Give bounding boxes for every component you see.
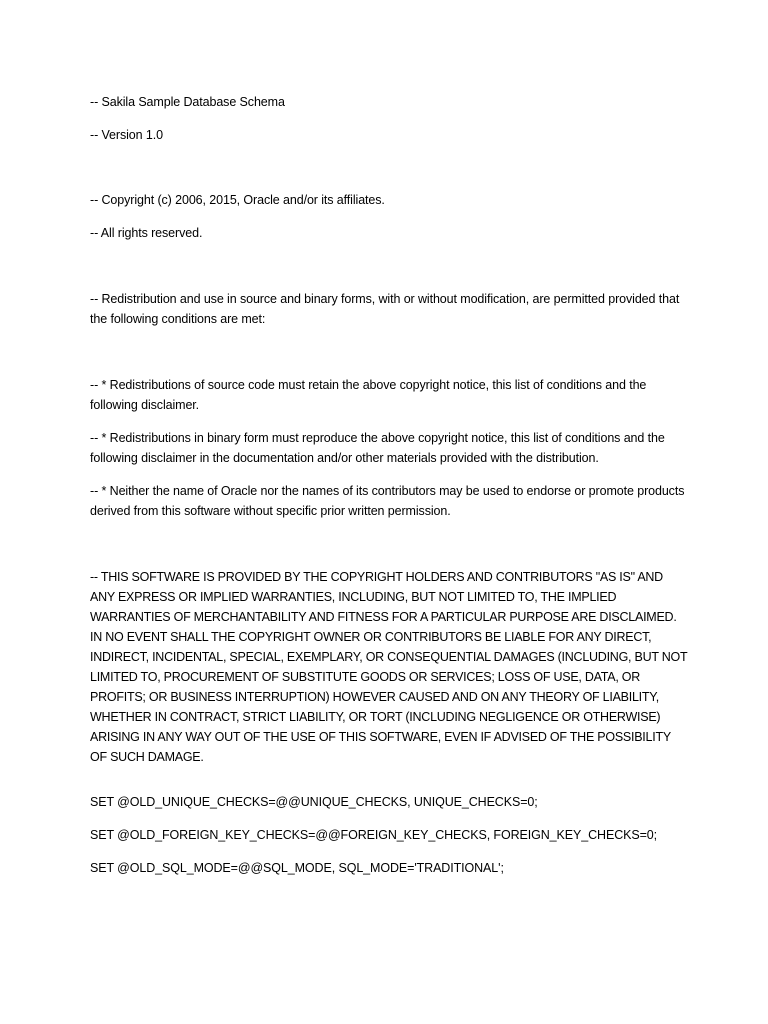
- condition-binary-form: -- * Redistributions in binary form must reproduce the above copyright notice, this list of conditions and the following disclaimer in the documentation and/or other materials provided with the distribution.: [90, 431, 665, 465]
- sql-unique-checks: SET @OLD_UNIQUE_CHECKS=@@UNIQUE_CHECKS, UNIQUE_CHECKS=0;: [90, 795, 538, 809]
- condition-endorsement: -- * Neither the name of Oracle nor the names of its contributors may be used to endorse or promote products derived from this software without specific prior written permission.: [90, 484, 685, 518]
- redistribution-paragraph: -- Redistribution and use in source and binary forms, with or without modification, are permitted provided that the following conditions are met:: [90, 292, 680, 326]
- version-line: -- Version 1.0: [90, 128, 163, 142]
- rights-reserved-line: -- All rights reserved.: [90, 226, 203, 240]
- warranty-disclaimer: -- THIS SOFTWARE IS PROVIDED BY THE COPYRIGHT HOLDERS AND CONTRIBUTORS "AS IS" AND ANY EXPRESS OR IMPLIED WARRANTIES, INCLUDING, BUT NOT LIMITED TO, THE IMPLIED WARRANTIES OF MERCHANTABILITY AND FITNESS FOR A PARTICULAR PURPOSE ARE DISCLAIMED. IN NO EVENT SHALL THE COPYRIGHT OWNER OR CONTRIBUTORS BE LIABLE FOR ANY DIRECT, INDIRECT, INCIDENTAL, SPECIAL, EXEMPLARY, OR CONSEQUENTIAL DAMAGES (INCLUDING, BUT NOT LIMITED TO, PROCUREMENT OF SUBSTITUTE GOODS OR SERVICES; LOSS OF USE, DATA, OR PROFITS; OR BUSINESS INTERRUPTION) HOWEVER CAUSED AND ON ANY THEORY OF LIABILITY, WHETHER IN CONTRACT, STRICT LIABILITY, OR TORT (INCLUDING NEGLIGENCE OR OTHERWISE) ARISING IN ANY WAY OUT OF THE USE OF THIS SOFTWARE, EVEN IF ADVISED OF THE POSSIBILITY OF SUCH DAMAGE.: [90, 570, 688, 764]
- sql-mode: SET @OLD_SQL_MODE=@@SQL_MODE, SQL_MODE='TRADITIONAL';: [90, 861, 504, 875]
- schema-title-line: -- Sakila Sample Database Schema: [90, 95, 285, 109]
- copyright-line: -- Copyright (c) 2006, 2015, Oracle and/or its affiliates.: [90, 193, 385, 207]
- sql-foreign-key-checks: SET @OLD_FOREIGN_KEY_CHECKS=@@FOREIGN_KEY_CHECKS, FOREIGN_KEY_CHECKS=0;: [90, 828, 658, 842]
- condition-source-code: -- * Redistributions of source code must retain the above copyright notice, this list of conditions and the following disclaimer.: [90, 378, 647, 412]
